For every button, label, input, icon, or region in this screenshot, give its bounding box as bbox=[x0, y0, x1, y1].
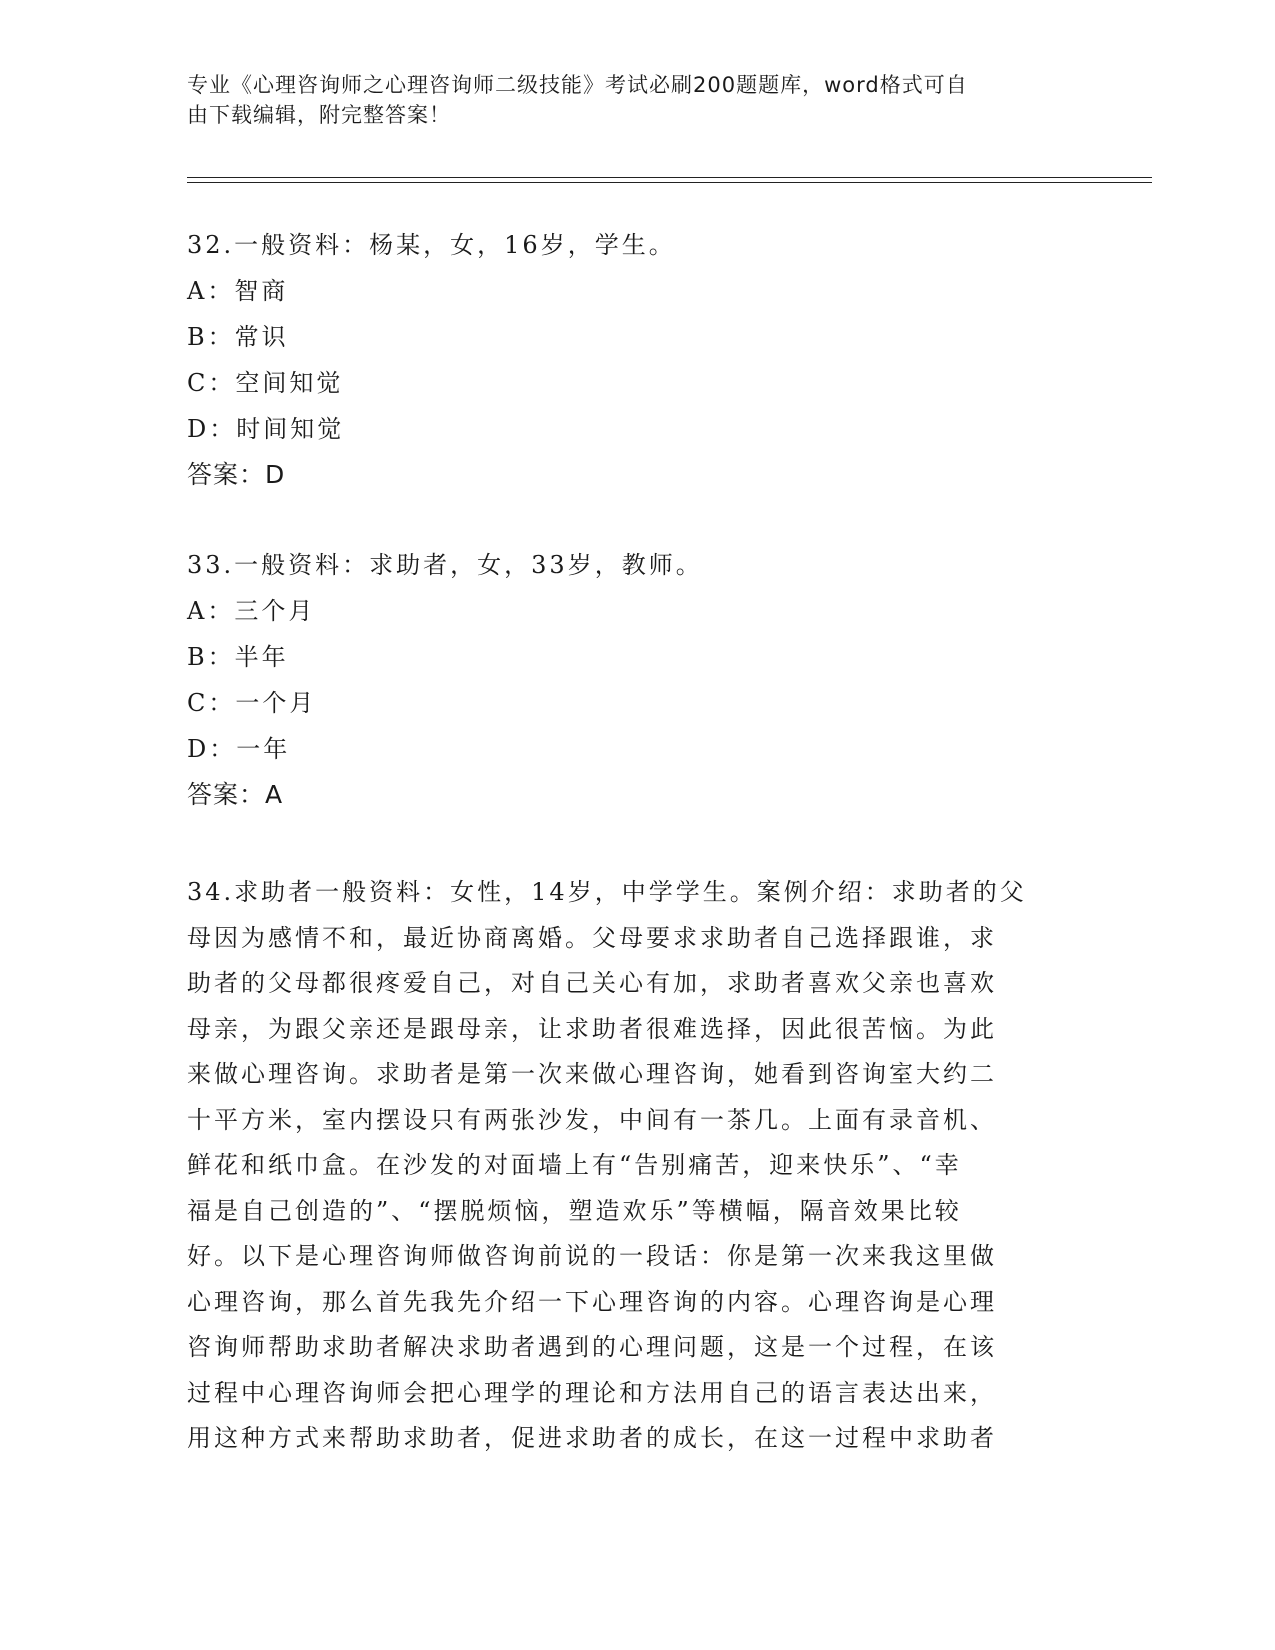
question-32 bbox=[187, 222, 1087, 498]
option-c: C：空间知觉 bbox=[187, 369, 344, 397]
question-34 bbox=[187, 870, 1087, 1462]
answer-label: 答案：D bbox=[187, 460, 286, 489]
option-d: D：一年 bbox=[187, 735, 291, 763]
header-divider-top bbox=[187, 177, 1152, 178]
question-stem-line: 福是自己创造的”、“摆脱烦恼，塑造欢乐”等横幅，隔音效果比较 bbox=[187, 1196, 962, 1225]
question-stem-line: 用这种方式来帮助求助者，促进求助者的成长，在这一过程中求助者 bbox=[187, 1424, 997, 1452]
question-stem-line: 34.求助者一般资料：女性，14岁，中学学生。案例介绍：求助者的父 bbox=[187, 878, 1027, 906]
question-stem-line: 鲜花和纸巾盒。在沙发的对面墙上有“告别痛苦，迎来快乐”、“幸 bbox=[187, 1151, 962, 1179]
question-stem-line: 心理咨询，那么首先我先介绍一下心理咨询的内容。心理咨询是心理 bbox=[187, 1287, 997, 1316]
header-divider-bottom bbox=[187, 182, 1152, 183]
option-c: C：一个月 bbox=[187, 689, 317, 717]
question-stem-line: 母亲，为跟父亲还是跟母亲，让求助者很难选择，因此很苦恼。为此 bbox=[187, 1014, 997, 1043]
question-stem: 32.一般资料：杨某，女，16岁，学生。 bbox=[187, 231, 676, 259]
question-stem-line: 十平方米，室内摆设只有两张沙发，中间有一茶几。上面有录音机、 bbox=[187, 1105, 997, 1134]
option-b: B：常识 bbox=[187, 323, 289, 351]
question-33 bbox=[187, 542, 1087, 818]
question-stem-line: 咨询师帮助求助者解决求助者遇到的心理问题，这是一个过程，在该 bbox=[187, 1333, 997, 1361]
question-stem-line: 母因为感情不和，最近协商离婚。父母要求求助者自己选择跟谁，求 bbox=[187, 923, 997, 952]
question-stem-line: 过程中心理咨询师会把心理学的理论和方法用自己的语言表达出来， bbox=[187, 1378, 997, 1407]
option-b: B：半年 bbox=[187, 643, 289, 671]
answer-label: 答案：A bbox=[187, 780, 284, 809]
option-d: D：时间知觉 bbox=[187, 415, 345, 443]
question-stem-line: 助者的父母都很疼爱自己，对自己关心有加，求助者喜欢父亲也喜欢 bbox=[187, 969, 997, 997]
document-header bbox=[187, 70, 1067, 130]
option-a: A：三个月 bbox=[187, 597, 316, 625]
header-line-1: 专业《心理咨询师之心理咨询师二级技能》考试必刷200题题库，word格式可自 bbox=[187, 73, 968, 97]
question-stem-line: 好。以下是心理咨询师做咨询前说的一段话：你是第一次来我这里做 bbox=[187, 1242, 997, 1270]
question-stem: 33.一般资料：求助者，女，33岁，教师。 bbox=[187, 551, 703, 579]
option-a: A：智商 bbox=[187, 277, 289, 305]
header-line-2: 由下载编辑，附完整答案！ bbox=[187, 103, 451, 127]
question-stem-line: 来做心理咨询。求助者是第一次来做心理咨询，她看到咨询室大约二 bbox=[187, 1060, 997, 1088]
